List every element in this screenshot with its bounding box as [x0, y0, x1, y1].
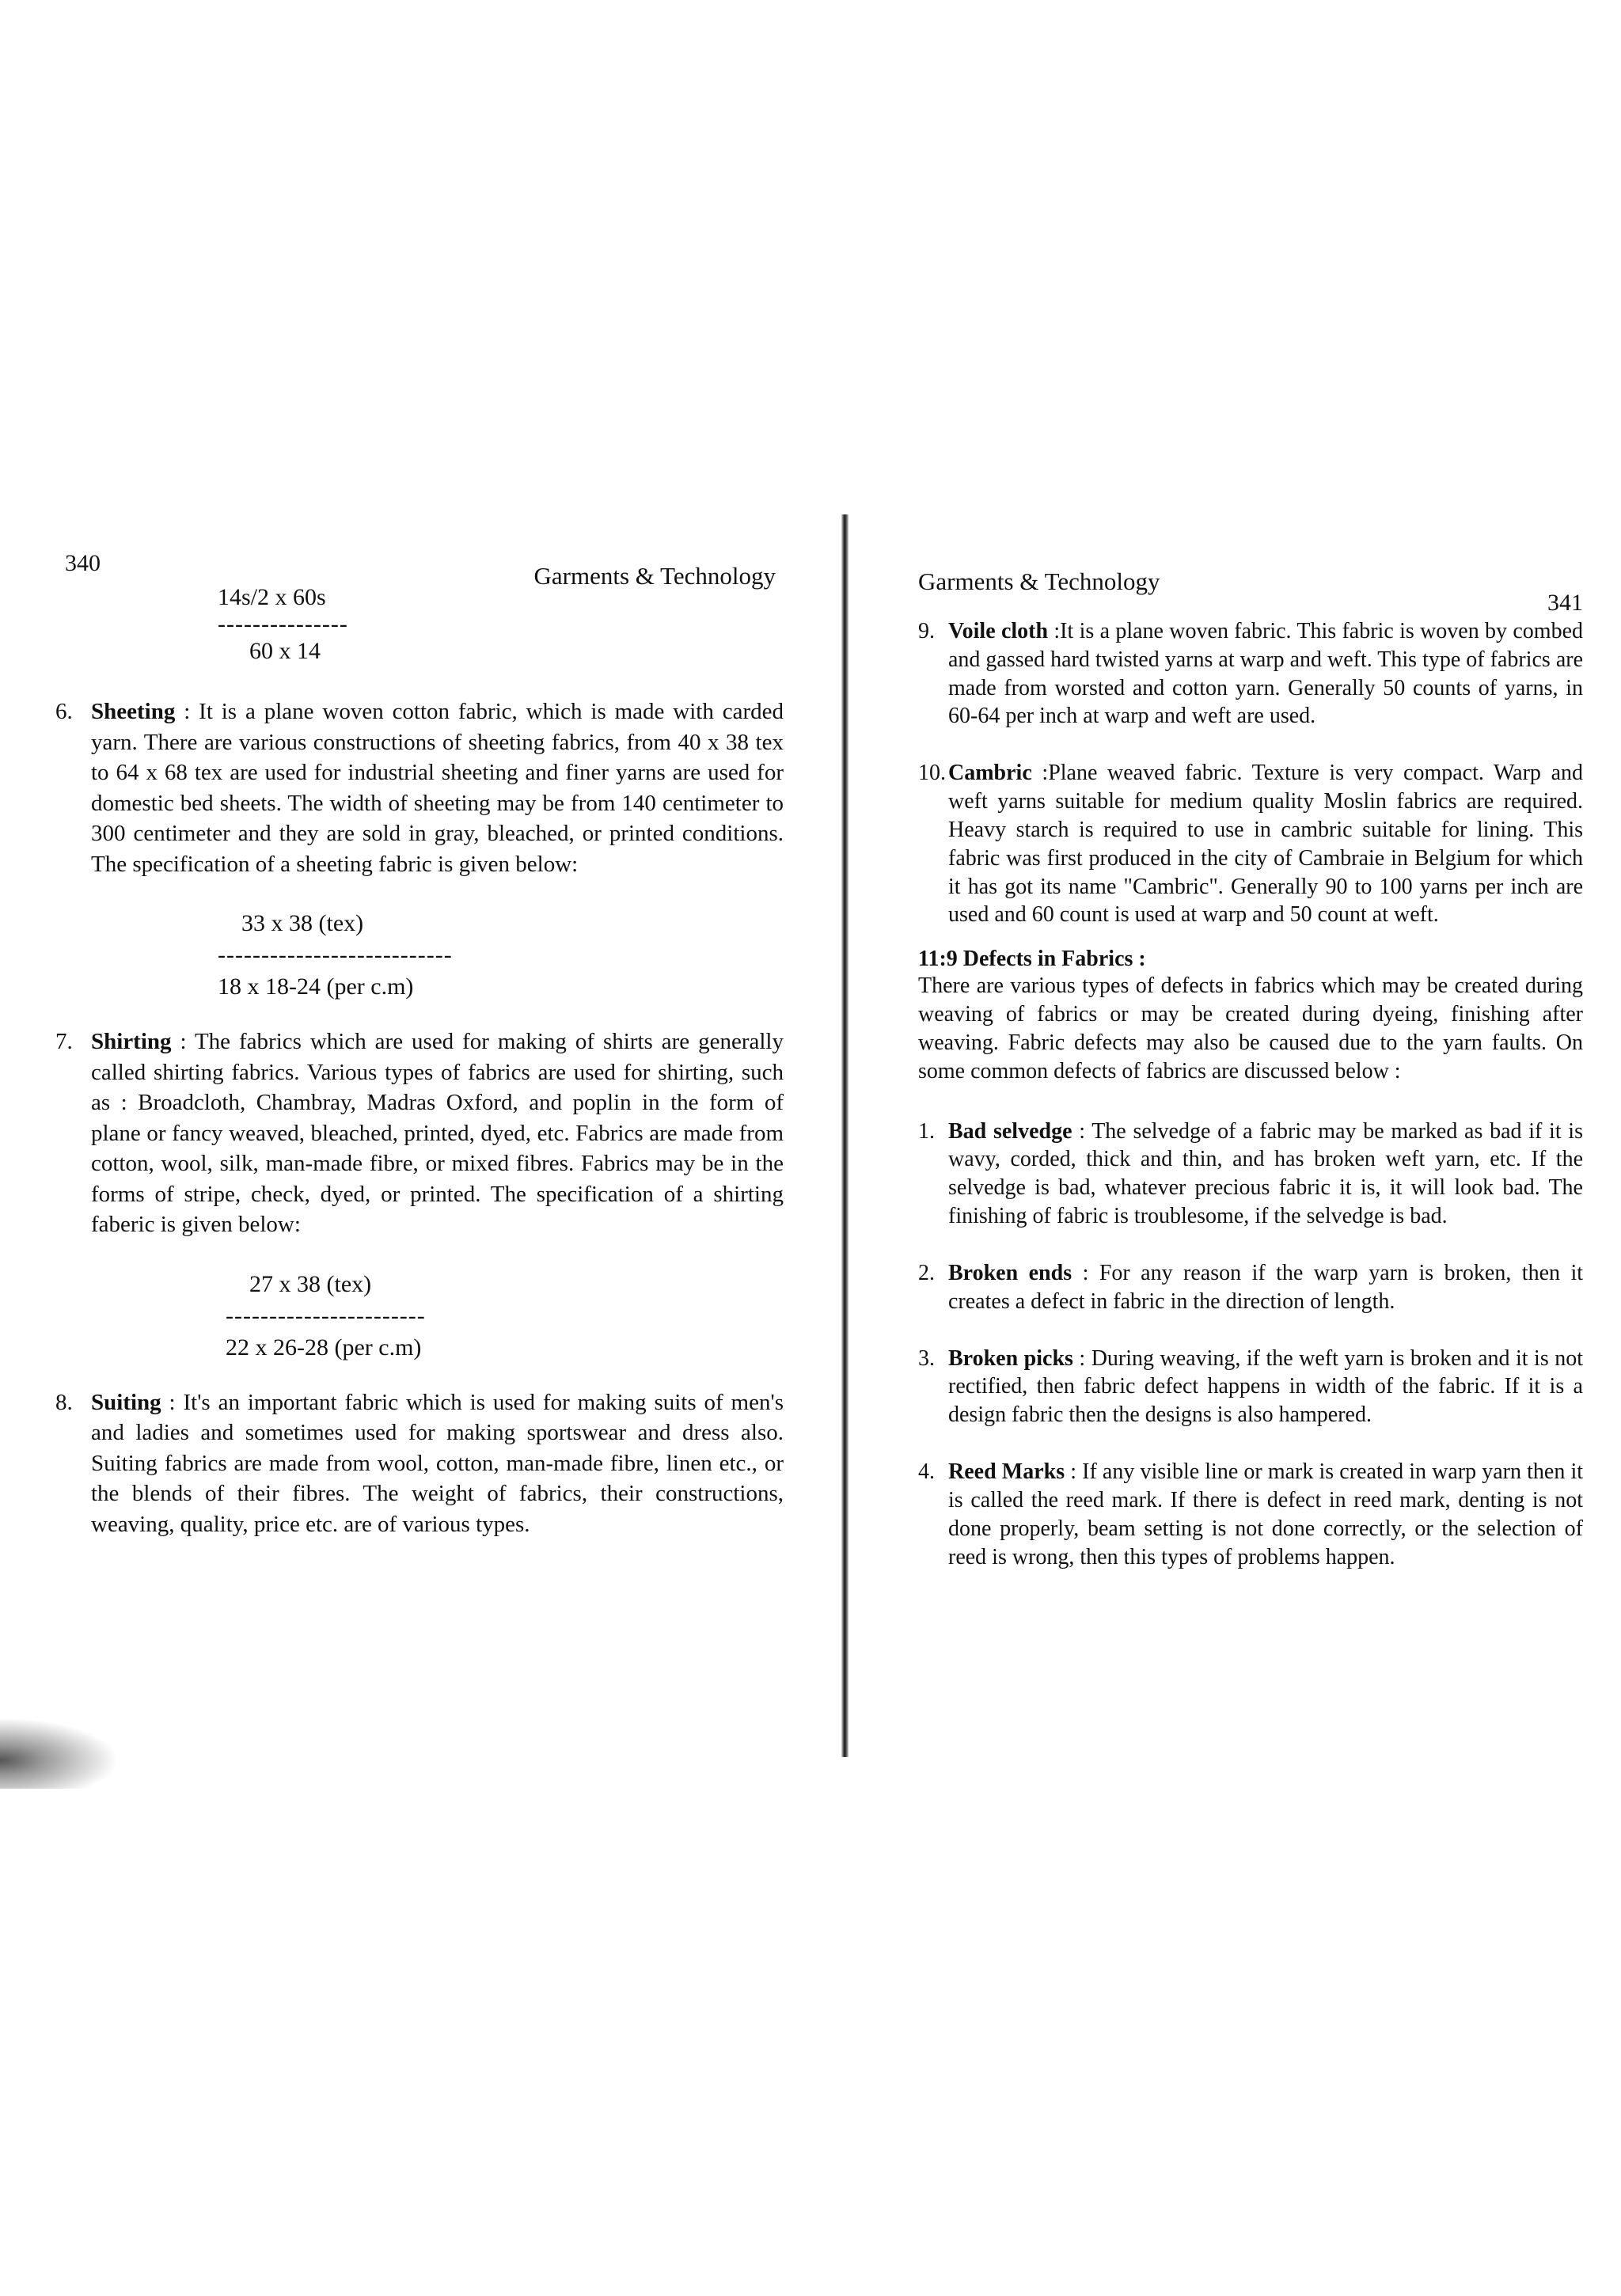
- item-term: Broken ends: [948, 1260, 1072, 1285]
- defects-list: [918, 1118, 1583, 1572]
- item-text: It is a plane woven cotton fabric, which is made with carded yarn. There are various constructions of sheeting fabrics, from 40 x 38 tex to 64 x 68 tex are used for industrial sheeting and finer yarns are used for domestic bed sheets. The width of sheeting may be from 140 centimeter to 300 centimeter and they are sold in gray, bleached, or printed conditions. The specification of a sheeting fabric is given below:: [91, 699, 784, 877]
- item-number: 7.: [55, 1029, 73, 1055]
- list-item-broken-ends: 2. Broken ends : For any reason if the warp yarn is broken, then it creates a defect in fabric in the direction of length.: [918, 1260, 1584, 1314]
- formula-denominator: 60 x 14: [249, 638, 321, 664]
- item-number: 1.: [918, 1118, 935, 1144]
- sheeting-spec-formula: [218, 908, 784, 1003]
- item-text: The fabrics which are used for making of shirts are generally called shirting fabrics. Various types of fabrics are used for shirting, such as : Broadcloth, Chambray, Madras Oxford, and poplin in the form of plane or fancy weaved, bleached, printed, dyed, etc. Fabrics are made from cotton, wool, silk, man-made fibre, or mixed fibres. Fabrics may be in the forms of stripe, check, dyed, or printed. The specification of a shirting faberic is given below:: [91, 1029, 784, 1238]
- page-number: 341: [1547, 590, 1583, 616]
- shirting-spec-formula: [226, 1269, 784, 1364]
- item-number: 9.: [918, 619, 935, 643]
- item-text: It is a plane woven fabric. This fabric is woven by combed and gassed hard twisted yarns at warp and weft. This type of fabrics are made from worsted and cotton yarn. Generally 50 counts of yarns, in 60-64 per inch at warp and weft are used.: [948, 619, 1583, 729]
- item-term: Suiting: [91, 1389, 161, 1415]
- right-running-head: [918, 538, 1583, 616]
- item-text: For any reason if the warp yarn is broken, then it creates a defect in fabric in the direction of length.: [948, 1260, 1584, 1314]
- item-number: 10.: [918, 761, 946, 786]
- fabric-list: [55, 696, 784, 1539]
- list-item-voile-cloth: 9. Voile cloth :It is a plane woven fabric. This fabric is woven by combed and gassed hard twisted yarns at warp and weft. This type of fabrics are made from worsted and cotton yarn. Generally 50 counts of yarns, in 60-64 per inch at warp and weft are used.: [918, 619, 1583, 729]
- formula-numerator: 14s/2 x 60s: [218, 584, 326, 610]
- yarn-count-formula: [218, 584, 784, 665]
- item-text: If any visible line or mark is created in warp yarn then it is called the reed mark. If there is defect in reed mark, denting is not done properly, beam setting is not done correctly, or the selection of reed is wrong, then this types of problems happen.: [948, 1459, 1584, 1569]
- item-number: 3.: [918, 1345, 935, 1371]
- list-item-cambric: 10. Cambric :Plane weaved fabric. Texture is very compact. Warp and weft yarns suitable for medium quality Moslin fabrics are required. Heavy starch is required to use in cambric suitable for lining. This fabric was first produced in the city of Cambraie in Belgium for which it has got its name "Cambric". Generally 90 to 100 yarns per inch are used and 60 count is used at warp and 50 count at weft.: [918, 761, 1583, 928]
- formula-rule: -----------------------: [226, 1302, 426, 1329]
- formula-numerator: 33 x 38 (tex): [241, 910, 364, 937]
- item-text: During weaving, if the weft yarn is broken and it is not rectified, then fabric defect happens in width of the fabric. If it is a design fabric then the designs is also hampered.: [948, 1345, 1584, 1428]
- formula-denominator: 22 x 26-28 (per c.m): [226, 1334, 422, 1361]
- running-head-title: Garments & Technology: [918, 567, 1160, 595]
- list-item-broken-picks: 3. Broken picks : During weaving, if the weft yarn is broken and it is not rectified, then fabric defect happens in width of the fabric. If it is a design fabric then the designs is also hampered.: [918, 1345, 1584, 1428]
- section-intro: There are various types of defects in fabrics which may be created during weaving of fabrics or may be created during dyeing, finishing after weaving. Fabric defects may also be caused due to the yarn faults. On some common defects of fabrics are discussed below :: [918, 973, 1583, 1083]
- item-text: It's an important fabric which is used for making suits of men's and ladies and sometimes used for making sportswear and dress also. Suiting fabrics are made from wool, cotton, man-made fibre, linen etc., or the blends of their fibres. The weight of fabrics, their constructions, weaving, quality, price etc. are of various types.: [91, 1389, 784, 1537]
- list-item-shirting: 7. Shirting : The fabrics which are used for making of shirts are generally called shirting fabrics. Various types of fabrics are used for shirting, such as : Broadcloth, Chambray, Madras Oxford, and poplin in the form of plane or fancy weaved, bleached, printed, dyed, etc. Fabrics are made from cotton, wool, silk, man-made fibre, or mixed fibres. Fabrics may be in the forms of stripe, check, dyed, or printed. The specification of a shirting faberic is given below: 27 x 38 (tex) ----------------------- 22 x 26-28 (per c.m): [55, 1027, 784, 1364]
- item-number: 8.: [55, 1389, 73, 1415]
- item-term: Voile cloth: [948, 619, 1049, 643]
- formula-denominator: 18 x 18-24 (per c.m): [218, 973, 414, 1000]
- item-term: Reed Marks: [948, 1459, 1065, 1485]
- section-heading: 11:9 Defects in Fabrics :: [918, 947, 1146, 972]
- formula-rule: ---------------------------: [218, 942, 453, 969]
- list-item-suiting: 8. Suiting : It's an important fabric which is used for making suits of men's and ladies and sometimes used for making sportswear and dress also. Suiting fabrics are made from wool, cotton, man-made fibre, linen etc., or the blends of their fibres. The weight of fabrics, their constructions, weaving, quality, price etc. are of various types.: [55, 1387, 784, 1540]
- book-gutter: [841, 514, 848, 1757]
- formula-numerator: 27 x 38 (tex): [249, 1270, 372, 1297]
- item-text: The selvedge of a fabric may be marked as bad if it is wavy, corded, thick and thin, and has broken weft yarn, etc. If the selvedge is bad, whatever precious fabric it is, it will look bad. The finishing of fabric is troublesome, if the selvedge is bad.: [948, 1118, 1583, 1229]
- page-number: 340: [65, 550, 101, 576]
- left-running-head: [55, 538, 784, 594]
- list-item-bad-selvedge: 1. Bad selvedge : The selvedge of a fabric may be marked as bad if it is wavy, corded, thick and thin, and has broken weft yarn, etc. If the selvedge is bad, whatever precious fabric it is, it will look bad. The finishing of fabric is troublesome, if the selvedge is bad.: [918, 1118, 1583, 1229]
- running-head-title: Garments & Technology: [533, 562, 776, 590]
- item-term: Broken picks: [948, 1345, 1073, 1371]
- right-page: [918, 538, 1583, 1588]
- item-term: Sheeting: [91, 699, 176, 724]
- formula-rule: ---------------: [218, 611, 348, 637]
- scan-shadow: [0, 1717, 119, 1789]
- item-number: 4.: [918, 1459, 935, 1485]
- item-term: Bad selvedge: [948, 1118, 1072, 1144]
- list-item-sheeting: 6. Sheeting : It is a plane woven cotton fabric, which is made with carded yarn. There are various constructions of sheeting fabrics, from 40 x 38 tex to 64 x 68 tex are used for industrial sheeting and finer yarns are used for domestic bed sheets. The width of sheeting may be from 140 centimeter to 300 centimeter and they are sold in gray, bleached, or printed conditions. The specification of a sheeting fabric is given below: 33 x 38 (tex) --------------------------- 18 x 18-24 (per c.m): [55, 696, 784, 1003]
- item-number: 6.: [55, 699, 73, 724]
- item-term: Shirting: [91, 1029, 172, 1055]
- item-text: Plane weaved fabric. Texture is very compact. Warp and weft yarns suitable for medium quality Moslin fabrics are required. Heavy starch is required to use in cambric suitable for lining. This fabric was first produced in the city of Cambraie in Belgium for which it has got its name "Cambric". Generally 90 to 100 yarns per inch are used and 60 count is used at warp and 50 count at weft.: [948, 761, 1583, 928]
- item-term: Cambric: [948, 761, 1032, 786]
- list-item-reed-marks: 4. Reed Marks : If any visible line or mark is created in warp yarn then it is called the reed mark. If there is defect in reed mark, denting is not done properly, beam setting is not done correctly, or the selection of reed is wrong, then this types of problems happen.: [918, 1459, 1584, 1569]
- fabric-list-continued: [918, 617, 1583, 929]
- left-page: [55, 538, 784, 1557]
- item-number: 2.: [918, 1260, 935, 1285]
